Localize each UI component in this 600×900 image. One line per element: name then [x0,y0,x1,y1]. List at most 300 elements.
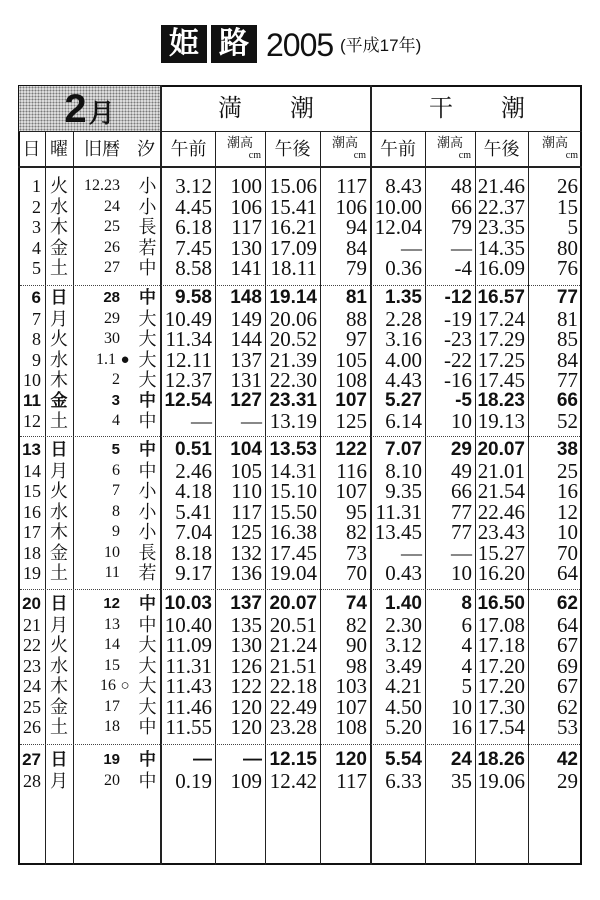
weekday-cell: 月 [50,770,68,791]
column-header-label: 潮高 [436,135,463,150]
low-tide-pm-time: 17.29 [477,327,525,351]
day-cell: 26 [23,717,41,737]
tide-type-cell: 若 [138,563,157,583]
low-tide-pm-time: 14.35 [477,235,525,260]
tide-type-cell: 大 [138,635,157,655]
tide-type-cell: 長 [138,217,157,237]
table-row [0,694,600,719]
table-row [0,540,600,565]
high-tide-am-time: 0.51 [175,439,212,460]
month-header [19,86,160,131]
high-tide-am-height: 136 [230,561,262,585]
day-cell: 27 [22,750,41,769]
lunar-date-cell: 27 [104,259,120,276]
high-tide-am-time: 6.18 [175,215,212,239]
high-tide-am-height: 144 [230,327,262,351]
low-tide-am-height: 77 [451,520,472,544]
high-tide-pm-time: 15.50 [269,499,317,524]
high-tide-am-height: 120 [230,715,262,739]
low-tide-am-height: 8 [461,593,472,614]
header-divider [18,131,582,132]
low-tide-am-time: 7.07 [385,439,422,460]
day-cell: 21 [23,614,41,635]
low-tide-am-height: -19 [444,306,472,331]
lunar-date-cell: 24 [104,197,120,215]
column-header-label: 午前 [170,139,207,159]
lunar-date-cell: 9 [112,523,120,540]
low-tide-pm-time: 22.46 [477,499,525,524]
low-tide-pm-time: 17.54 [477,715,525,739]
weekday-cell: 火 [50,481,68,501]
column-header-low-pm-height [528,133,582,166]
tide-type-cell: 小 [138,176,157,196]
weekday-cell: 月 [50,614,68,635]
low-tide-pm-height: 64 [557,612,578,637]
table-row [0,235,600,260]
high-tide-am-time: 11.31 [165,653,212,678]
table-row [0,306,600,331]
high-tide-am-height: 125 [230,520,262,544]
table-row [0,347,600,372]
low-tide-am-time: 6.33 [385,768,422,793]
high-tide-am-time: — [191,409,212,433]
low-tide-pm-time: 20.07 [477,439,525,460]
day-cell: 8 [32,329,41,349]
high-tide-pm-height: 88 [346,306,367,331]
high-tide-pm-height: 95 [346,499,367,524]
tide-type-cell: 小 [138,481,157,501]
tide-type-cell: 大 [138,655,157,676]
low-tide-am-height: 5 [461,674,472,698]
month-unit: 月 [88,98,115,128]
column-header-low-am-height [425,133,475,166]
low-tide-pm-time: 18.23 [477,389,525,411]
low-tide-pm-time: 21.46 [477,174,525,198]
column-header-day [18,133,45,166]
lunar-date-cell: 13 [104,615,120,633]
high-tide-am-height: 122 [230,674,262,698]
lunar-date-cell: 12.23 [84,177,120,194]
lunar-date-cell: 30 [104,330,120,347]
high-tide-am-time: 7.45 [175,235,212,260]
table-row [0,258,600,279]
tide-type-cell: 大 [138,308,157,329]
week-separator [20,285,580,286]
title-char-box: 路 [211,25,257,63]
lunar-date-cell: 20 [104,771,120,789]
lunar-date-cell: 18 [104,718,120,735]
low-tide-pm-time: 19.13 [477,409,525,433]
high-tide-pm-height: 82 [346,520,367,544]
high-tide-pm-time: 12.42 [269,768,317,793]
table-row [0,217,600,238]
high-tide-am-height: 120 [230,694,262,719]
low-tide-am-height: -23 [444,327,472,351]
low-tide-pm-time: 17.24 [477,306,525,331]
weekday-cell: 日 [50,750,68,769]
high-tide-pm-time: 23.28 [269,715,317,739]
lunar-date-cell: 3 [111,391,120,409]
table-row [0,481,600,502]
high-tide-am-time: 11.46 [165,694,212,719]
table-row [0,653,600,678]
day-cell: 24 [23,676,41,696]
year-label: 2005 [266,27,334,63]
high-tide-am-time: 5.41 [175,499,212,524]
low-tide-am-height: 29 [450,439,472,460]
tide-type-cell: 小 [138,501,157,522]
lunar-date-cell: 11 [104,564,120,581]
high-tide-pm-time: 16.21 [269,215,317,239]
high-tide-pm-time: 19.04 [269,561,317,585]
column-header-weekday [45,133,73,166]
lunar-date-cell: 6 [112,461,120,479]
column-header-label: 旧暦 [84,139,120,159]
high-tide-am-height: 106 [230,194,262,219]
table-row [0,440,600,461]
high-tide-am-height: 149 [230,306,262,331]
day-cell: 10 [23,370,41,390]
day-cell: 17 [23,522,41,542]
column-header-label: 午後 [274,139,311,159]
high-tide-pm-height: 117 [336,174,367,198]
weekday-cell: 土 [50,563,68,583]
high-tide-am-height: 132 [230,540,262,565]
high-tide-pm-height: 108 [335,368,367,392]
low-tide-am-time: 4.43 [385,368,422,392]
low-tide-pm-height: 85 [557,327,578,351]
low-tide-am-time: — [401,235,422,260]
low-tide-am-height: -4 [454,256,472,280]
high-tide-pm-time: 18.11 [270,256,317,280]
high-tide-pm-height: 74 [345,593,367,614]
weekday-cell: 日 [50,440,68,459]
low-tide-pm-time: 17.20 [477,653,525,678]
weekday-cell: 水 [50,349,68,370]
table-row [0,391,600,412]
column-header-lunar-date [73,133,131,166]
low-tide-pm-time: 16.09 [477,256,525,280]
low-tide-am-time: 2.28 [385,306,422,331]
low-tide-am-time: 5.27 [385,389,422,411]
low-tide-am-height: -5 [455,389,472,411]
tide-type-cell: 大 [138,676,157,696]
low-tide-pm-height: 26 [557,174,578,198]
table-row [0,499,600,524]
high-tide-am-height: 109 [230,768,262,793]
table-row [0,458,600,483]
lunar-date-cell: 4 [112,412,120,429]
low-tide-am-height: — [451,235,472,260]
tide-type-cell: 若 [138,237,157,258]
low-tide-am-height: 10 [451,694,472,719]
low-tide-pm-time: 17.18 [477,633,525,657]
lunar-date-cell: 29 [104,309,120,327]
low-tide-am-height: 49 [451,458,472,483]
high-tide-pm-time: 15.10 [269,479,317,503]
table-row [0,288,600,309]
low-tide-am-time: 8.43 [385,174,422,198]
high-tide-am-time: 7.04 [175,520,212,544]
column-header-unit: cm [353,150,366,161]
day-cell: 9 [32,349,41,370]
day-cell: 6 [31,288,41,307]
low-tide-pm-height: 77 [556,287,578,308]
column-header-low-am-time [371,133,425,166]
low-tide-pm-time: 17.45 [477,368,525,392]
high-tide-pm-height: 107 [335,694,367,719]
high-tide-am-height: 110 [231,479,262,503]
high-tide-am-time: 8.58 [175,256,212,280]
weekday-cell: 月 [50,308,68,329]
low-tide-am-time: 10.00 [374,194,422,219]
low-tide-am-time: 8.10 [385,458,422,483]
low-tide-am-time: 11.31 [375,499,422,524]
day-cell: 4 [32,237,41,258]
high-tide-pm-height: 103 [335,674,367,698]
low-tide-pm-time: 17.20 [477,674,525,698]
low-tide-pm-time: 22.37 [477,194,525,219]
high-tide-am-height: 141 [230,256,262,280]
weekday-cell: 土 [50,258,68,278]
low-tide-pm-time: 16.50 [477,593,525,614]
low-tide-am-height: 77 [451,499,472,524]
high-tide-pm-time: 20.51 [269,612,317,637]
low-tide-pm-height: 42 [556,749,578,770]
high-tide-pm-height: 120 [335,749,367,770]
lunar-date-cell: 17 [104,697,120,715]
low-tide-am-time: 0.43 [385,561,422,585]
table-row [0,522,600,543]
high-tide-pm-height: 117 [336,768,367,793]
low-tide-am-height: 16 [451,715,472,739]
low-tide-am-height: -12 [444,287,472,308]
table-row [0,676,600,697]
high-tide-pm-time: 23.31 [269,389,317,411]
high-tide-pm-time: 17.09 [269,235,317,260]
low-tide-pm-height: 77 [557,368,578,392]
table-row [0,176,600,197]
column-header-unit: cm [458,150,471,161]
weekday-cell: 火 [50,329,68,349]
low-tide-pm-height: 66 [556,389,578,411]
day-cell: 28 [23,770,41,791]
high-tide-pm-time: 20.52 [269,327,317,351]
column-header-low-pm-time [475,133,528,166]
weekday-cell: 金 [50,696,68,717]
lunar-date-cell: 15 [104,656,120,674]
high-tide-am-time: 11.55 [165,715,212,739]
column-header-label: 曜 [50,139,68,159]
low-tide-am-height: 4 [461,653,472,678]
low-tide-pm-height: 64 [557,561,578,585]
low-tide-pm-height: 52 [557,409,578,433]
high-tide-am-height: 104 [230,439,262,460]
moon-phase-icon: ● [120,351,130,368]
low-tide-pm-height: 62 [556,593,578,614]
tide-type-cell: 大 [138,329,157,349]
high-tide-am-time: 8.18 [175,540,212,565]
tide-type-cell: 大 [138,349,157,370]
column-header-unit: cm [565,150,578,161]
column-header-label: 潮高 [331,135,358,150]
tide-type-cell: 小 [138,196,157,217]
low-tide-header: 干 潮 [429,96,525,122]
lunar-date-cell: 5 [111,441,120,458]
table-row [0,612,600,637]
high-tide-pm-height: 107 [335,479,367,503]
high-tide-pm-height: 97 [346,327,367,351]
high-tide-pm-time: 15.06 [269,174,317,198]
lunar-date-cell: 14 [104,636,120,653]
low-tide-am-height: 79 [451,215,472,239]
day-cell: 14 [23,460,41,481]
low-tide-pm-height: 67 [557,674,578,698]
high-tide-am-time: 10.49 [164,306,212,331]
high-tide-am-time: 12.37 [164,368,212,392]
day-cell: 25 [23,696,41,717]
title-char-box: 姫 [161,25,207,63]
tide-type-cell: 中 [138,614,157,635]
low-tide-pm-time: 23.35 [477,215,525,239]
high-tide-pm-height: 98 [346,653,367,678]
high-tide-am-time: 2.46 [175,458,212,483]
low-tide-am-height: 48 [451,174,472,198]
high-tide-pm-height: 73 [346,540,367,565]
high-tide-am-time: 11.09 [165,633,212,657]
low-tide-am-time: 2.30 [385,612,422,637]
low-tide-am-time: 6.14 [385,409,422,433]
high-tide-pm-height: 116 [336,458,367,483]
weekday-cell: 土 [50,717,68,737]
table-row [0,635,600,656]
low-tide-am-time: 5.20 [385,715,422,739]
lunar-date-cell: 10 [104,543,120,561]
low-tide-pm-time: 17.30 [477,694,525,719]
tide-type-cell: 中 [138,258,157,278]
low-tide-pm-height: 69 [557,653,578,678]
low-tide-am-time: — [401,540,422,565]
low-tide-pm-height: 15 [557,194,578,219]
low-tide-am-time: 3.49 [385,653,422,678]
low-tide-am-height: 35 [451,768,472,793]
high-tide-am-time: 9.58 [175,287,212,308]
high-tide-pm-height: 84 [346,235,367,260]
low-tide-pm-height: 12 [557,499,578,524]
high-tide-am-height: 126 [230,653,262,678]
tide-type-cell: 中 [139,750,156,769]
low-tide-am-time: 4.21 [385,674,422,698]
column-header-label: 日 [22,139,41,159]
tide-type-cell: 中 [138,770,157,791]
column-header-label: 午後 [483,139,520,159]
weekday-cell: 木 [50,522,68,542]
low-tide-pm-time: 19.06 [477,768,525,793]
low-tide-am-height: 10 [451,409,472,433]
high-tide-am-height: 105 [230,458,262,483]
low-tide-pm-height: 16 [557,479,578,503]
low-tide-pm-height: 70 [557,540,578,565]
tide-type-cell: 中 [139,440,156,459]
low-tide-pm-height: 84 [557,347,578,372]
tide-type-cell: 中 [138,411,157,431]
weekday-cell: 木 [50,676,68,696]
low-tide-am-height: 10 [451,561,472,585]
lunar-date-cell: 25 [104,218,120,235]
high-tide-am-time: — [193,749,212,770]
column-header-high-pm-time [265,133,320,166]
day-cell: 12 [23,411,41,431]
moon-phase-icon: ○ [120,678,130,694]
low-tide-pm-time: 23.43 [477,520,525,544]
weekday-cell: 月 [50,460,68,481]
high-tide-pm-height: 81 [345,287,367,308]
weekday-cell: 土 [50,411,68,431]
day-cell: 1 [32,176,41,196]
high-tide-am-time: 9.17 [175,561,212,585]
high-tide-pm-time: 19.14 [269,287,317,308]
lunar-date-cell: 26 [104,238,120,256]
high-tide-am-height: 130 [230,235,262,260]
high-tide-pm-height: 79 [346,256,367,280]
lunar-date-cell: 28 [103,289,120,306]
high-tide-am-height: 130 [230,633,262,657]
low-tide-am-time: 4.00 [385,347,422,372]
day-cell: 11 [23,390,41,410]
lunar-date-cell: 2 [112,371,120,388]
low-tide-am-height: — [451,540,472,565]
high-tide-am-time: 0.19 [175,768,212,793]
day-cell: 13 [22,440,41,459]
high-tide-am-height: 127 [230,389,262,411]
week-separator [20,589,580,590]
low-tide-pm-time: 21.54 [477,479,525,503]
high-tide-pm-time: 12.15 [269,749,317,770]
high-tide-pm-time: 21.24 [269,633,317,657]
low-tide-pm-time: 17.25 [477,347,525,372]
high-tide-pm-time: 14.31 [269,458,317,483]
high-tide-am-height: 100 [230,174,262,198]
tide-type-cell: 中 [139,594,156,613]
tide-type-cell: 大 [138,696,157,717]
high-tide-pm-time: 21.51 [269,653,317,678]
low-tide-pm-height: 81 [557,306,578,331]
low-tide-pm-height: 53 [557,715,578,739]
high-tide-am-height: 131 [230,368,262,392]
weekday-cell: 木 [50,370,68,390]
high-tide-pm-time: 13.19 [269,409,317,433]
weekday-cell: 金 [50,390,68,410]
weekday-cell: 木 [50,217,68,237]
high-tide-am-time: 12.11 [165,347,212,372]
column-header-label: 潮高 [226,135,253,150]
high-tide-pm-height: 82 [346,612,367,637]
low-tide-am-time: 1.35 [385,287,422,308]
low-tide-am-time: 3.16 [385,327,422,351]
low-tide-pm-time: 17.08 [477,612,525,637]
lunar-date-cell: 12 [103,595,120,612]
high-tide-pm-height: 105 [335,347,367,372]
high-tide-pm-time: 17.45 [269,540,317,565]
high-tide-am-time: 12.54 [164,389,212,411]
weekday-cell: 火 [50,635,68,655]
high-tide-am-time: 10.03 [164,593,212,614]
day-cell: 2 [32,196,41,217]
low-tide-am-time: 1.40 [385,593,422,614]
weekday-cell: 水 [50,501,68,522]
tide-type-cell: 中 [138,717,157,737]
column-header-tide-type [131,133,161,166]
